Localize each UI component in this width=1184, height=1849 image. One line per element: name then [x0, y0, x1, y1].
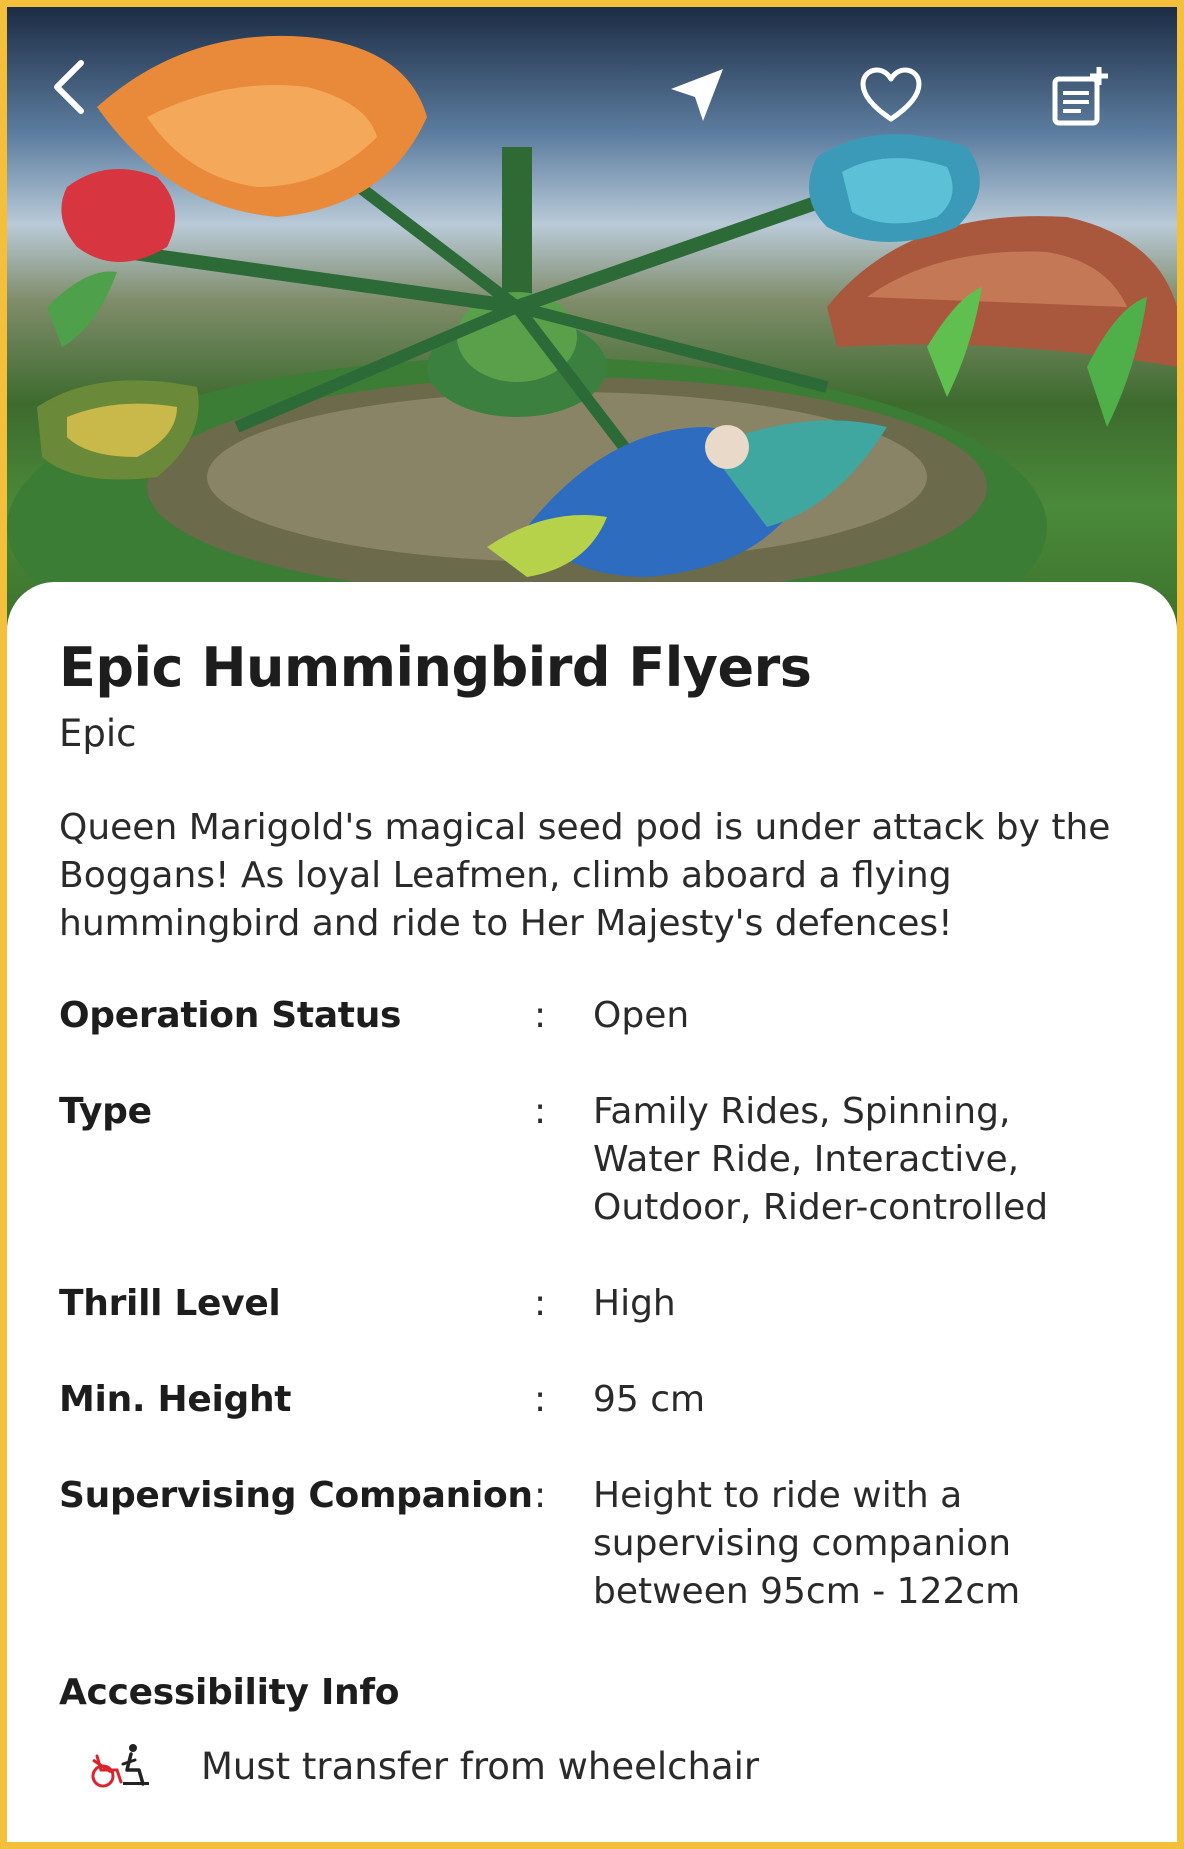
- attraction-description: Queen Marigold's magical seed pod is under attack by the Boggans! As loyal Leafmen, climb aboard a flying hummingbird and ride to Her Majesty's defences!: [59, 807, 1111, 944]
- back-button[interactable]: [49, 57, 109, 117]
- accessibility-text: Must transfer from wheelchair: [201, 1744, 760, 1788]
- detail-row-type: [59, 1088, 1149, 1232]
- detail-label: Operation Status: [59, 995, 402, 1036]
- navigate-button[interactable]: [667, 65, 737, 135]
- detail-row-supervising-companion: [59, 1472, 1149, 1616]
- detail-row-operation-status: [59, 992, 1149, 1040]
- detail-value: 95 cm: [593, 1379, 706, 1420]
- detail-label: Min. Height: [59, 1379, 292, 1420]
- attraction-zone: Epic: [59, 712, 137, 755]
- accessibility-heading: Accessibility Info: [59, 1672, 400, 1713]
- attraction-title: Epic Hummingbird Flyers: [59, 636, 812, 699]
- accessibility-item: [87, 1742, 759, 1790]
- detail-colon: :: [534, 1475, 547, 1516]
- detail-value: Family Rides, Spinning, Water Ride, Interactive, Outdoor, Rider-controlled: [593, 1091, 1049, 1228]
- detail-colon: :: [534, 1091, 547, 1132]
- detail-label: Supervising Companion: [59, 1475, 533, 1516]
- detail-label: Type: [59, 1091, 152, 1132]
- heart-icon: [859, 67, 923, 123]
- wheelchair-transfer-icon: [87, 1742, 151, 1790]
- navigation-arrow-icon: [667, 65, 727, 125]
- favorite-button[interactable]: [859, 67, 929, 137]
- hero-illustration: [7, 7, 1177, 647]
- detail-row-thrill-level: [59, 1280, 1149, 1328]
- chevron-left-icon: [49, 57, 89, 117]
- detail-card: [7, 582, 1177, 1842]
- detail-colon: :: [534, 1379, 547, 1420]
- detail-colon: :: [534, 995, 547, 1036]
- detail-value: Height to ride with a supervising companion between 95cm - 122cm: [593, 1475, 1021, 1612]
- detail-value: High: [593, 1283, 676, 1324]
- detail-label: Thrill Level: [59, 1283, 281, 1324]
- add-to-plan-button[interactable]: [1049, 65, 1121, 137]
- app-frame: [7, 7, 1177, 1842]
- hero-image: [7, 7, 1177, 647]
- detail-row-min-height: [59, 1376, 1149, 1424]
- detail-value: Open: [593, 995, 690, 1036]
- detail-colon: :: [534, 1283, 547, 1324]
- add-to-plan-icon: [1049, 65, 1113, 129]
